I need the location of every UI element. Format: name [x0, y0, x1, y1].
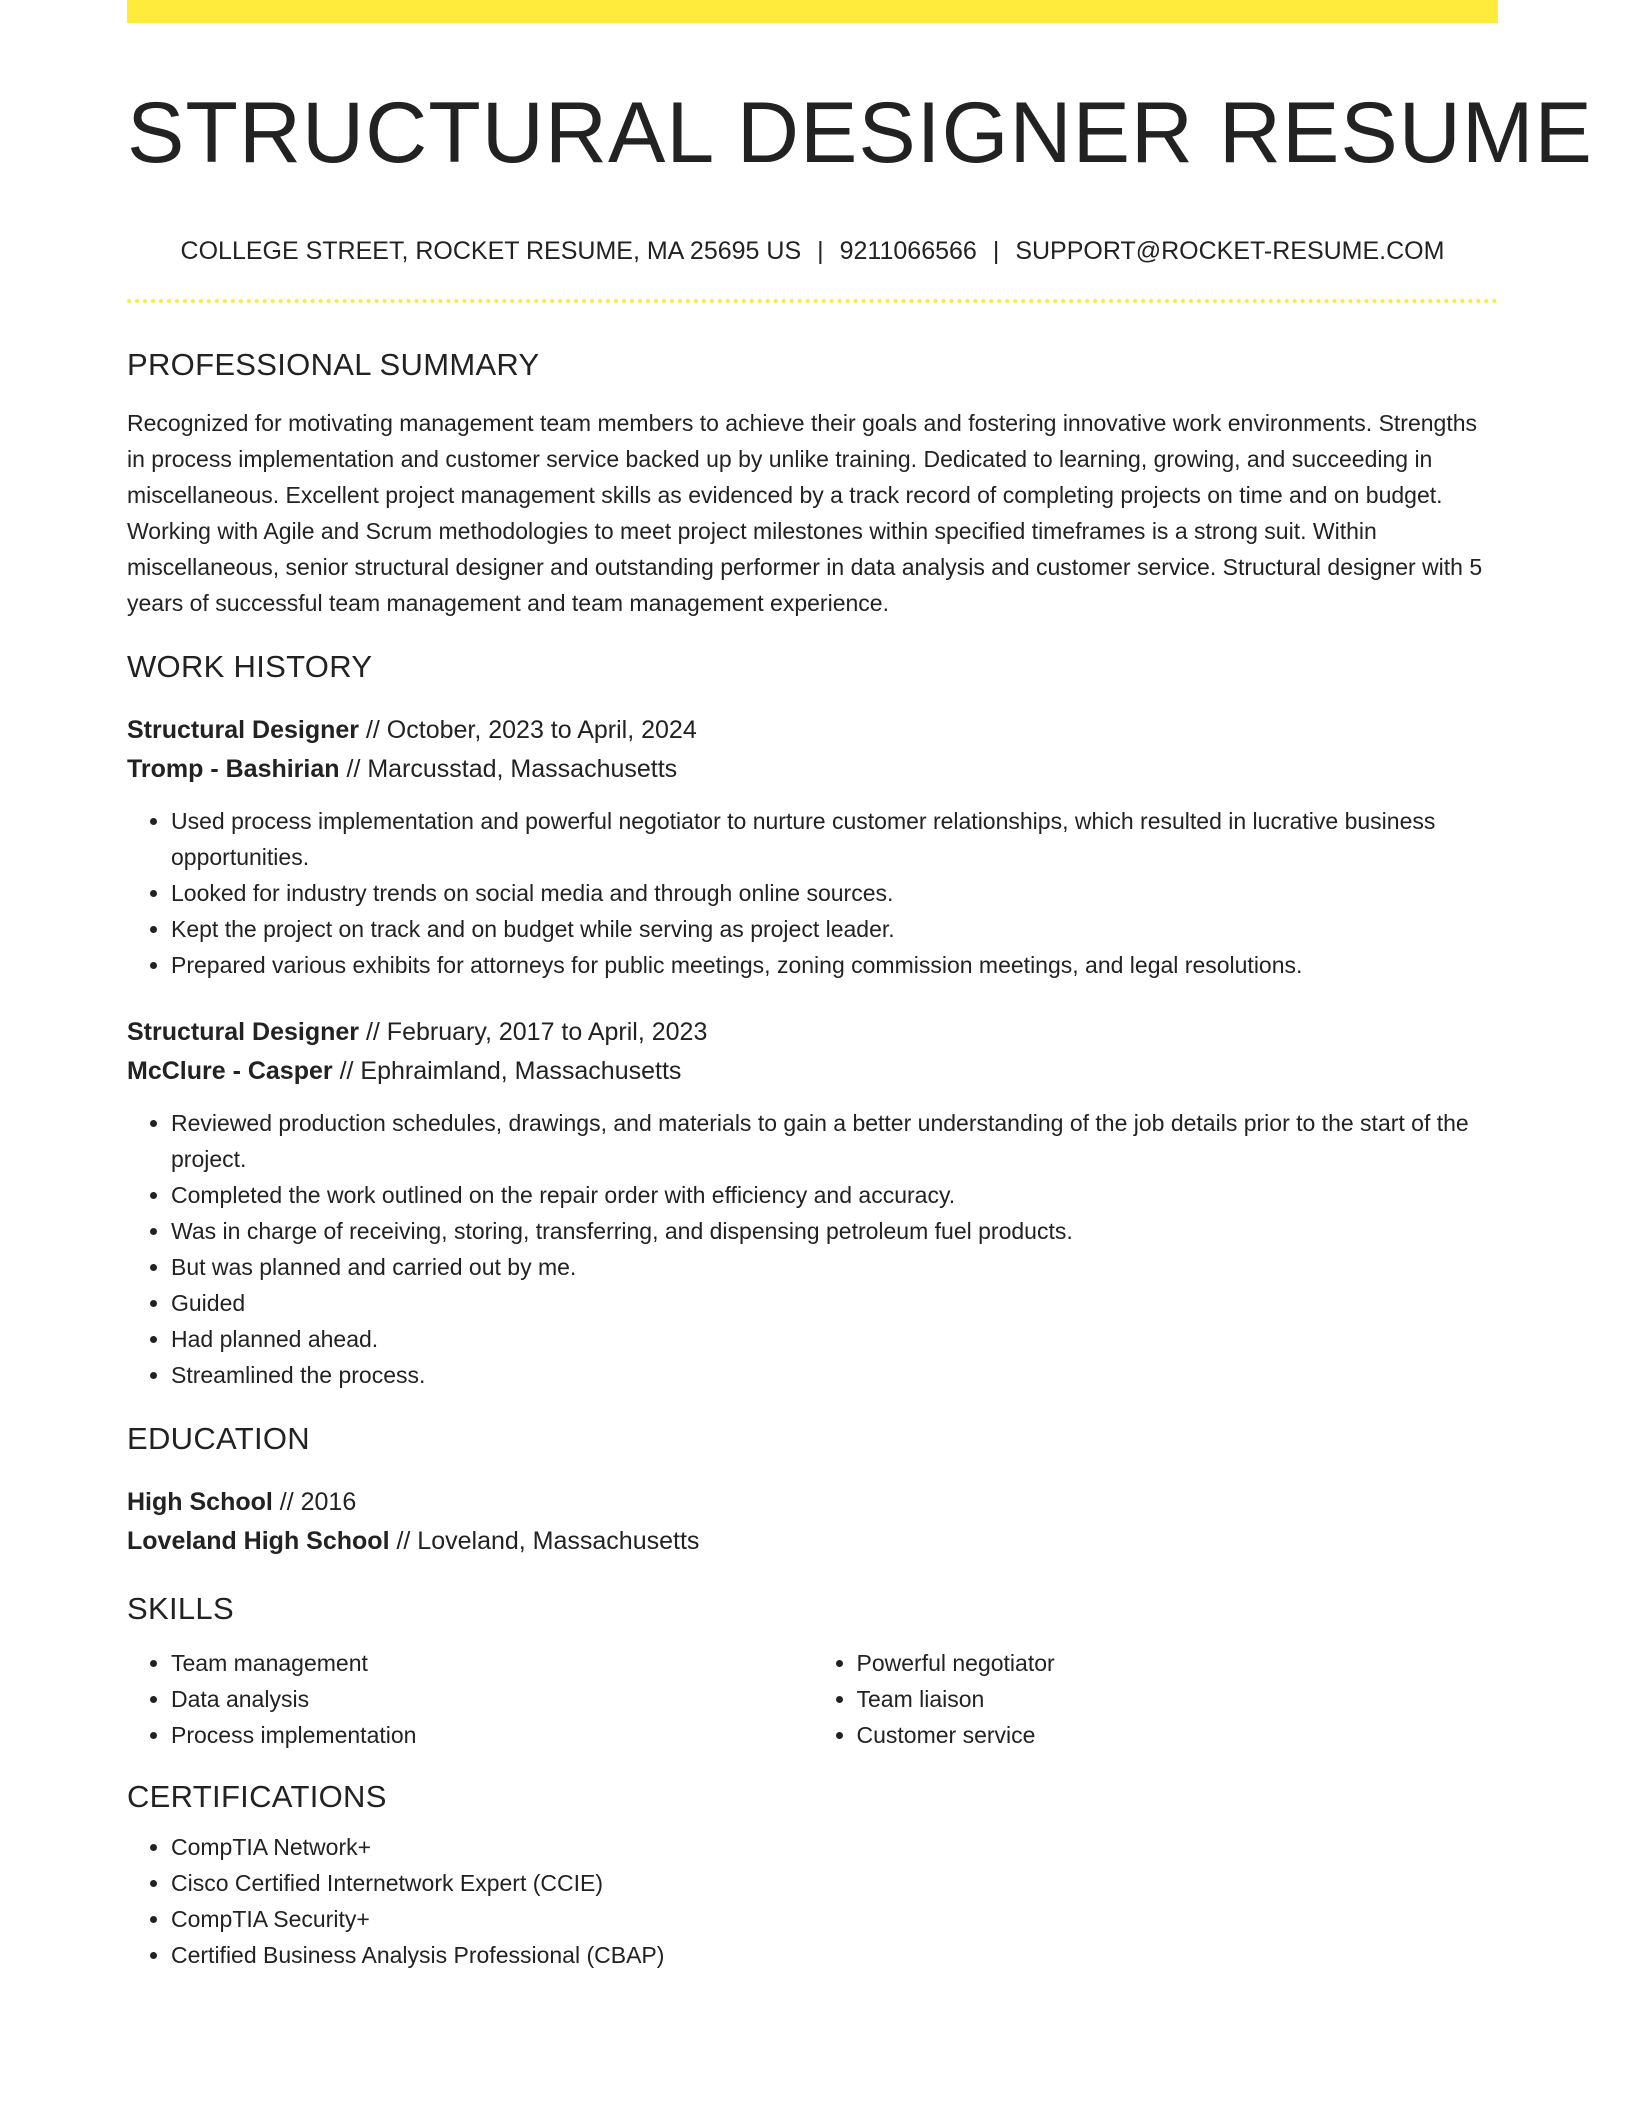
contact-address: COLLEGE STREET, ROCKET RESUME, MA 25695 US: [180, 237, 802, 266]
job-entry: [127, 1013, 1498, 1393]
job-bullet: • Completed the work outlined on the repair order with efficiency and accuracy.: [171, 1177, 1498, 1213]
skill-item: • Customer service: [857, 1717, 1499, 1753]
contact-separator: |: [817, 237, 824, 266]
job-title-line: [127, 1013, 1498, 1052]
education-entry: [127, 1483, 1498, 1561]
summary-text: Recognized for motivating management team members to achieve their goals and fostering innovative work environments. Strengths in process implementation and customer service backed up by unlike training. Dedicated to learning, growing, and succeeding in miscellaneous. Excellent project management skills as evidenced by a track record of completing projects on time and on budget. Working with Agile and Scrum methodologies to meet project milestones within specified timeframes is a strong suit. Within miscellaneous, senior structural designer and outstanding performer in data analysis and customer service. Structural designer with 5 years of successful team management and team management experience.: [127, 410, 1483, 617]
job-bullet: • Guided: [171, 1285, 1498, 1321]
certification-item: • Certified Business Analysis Professional (CBAP): [171, 1937, 1498, 1973]
job-location: // Marcusstad, Massachusetts: [339, 755, 678, 784]
job-bullet: • Used process implementation and powerful negotiator to nurture customer relationships, which resulted in lucrative business opportunities.: [171, 803, 1498, 875]
job-title-line: [127, 711, 1498, 750]
resume-page: [127, 0, 1593, 1973]
job-company: Tromp - Bashirian: [127, 755, 340, 784]
skill-item: • Team liaison: [857, 1681, 1499, 1717]
job-bullet: • Streamlined the process.: [171, 1357, 1498, 1393]
certification-item: • Cisco Certified Internetwork Expert (CCIE): [171, 1865, 1498, 1901]
skill-item: • Team management: [171, 1645, 813, 1681]
job-bullet: • Had planned ahead.: [171, 1321, 1498, 1357]
job-bullet: • Looked for industry trends on social media and through online sources.: [171, 875, 1498, 911]
job-bullet: • Was in charge of receiving, storing, transferring, and dispensing petroleum fuel products.: [171, 1213, 1498, 1249]
job-bullets: [127, 803, 1498, 983]
job-location: // Ephraimland, Massachusetts: [332, 1057, 682, 1086]
resume-title: STRUCTURAL DESIGNER RESUME: [127, 85, 1593, 181]
education-school-line: [127, 1522, 1498, 1561]
job-company: McClure - Casper: [127, 1057, 333, 1086]
job-dates: // October, 2023 to April, 2024: [359, 716, 697, 745]
skills-heading: SKILLS: [127, 1591, 234, 1627]
education-heading: EDUCATION: [127, 1421, 310, 1457]
work-history-heading: WORK HISTORY: [127, 649, 373, 685]
certification-item: • CompTIA Security+: [171, 1901, 1498, 1937]
job-bullets: [127, 1105, 1498, 1393]
job-company-line: [127, 750, 1498, 789]
skill-item: • Process implementation: [171, 1717, 813, 1753]
job-bullet: • Kept the project on track and on budget while serving as project leader.: [171, 911, 1498, 947]
education-degree: High School: [127, 1488, 273, 1517]
contact-phone: 9211066566: [839, 237, 977, 266]
job-title: Structural Designer: [127, 1018, 360, 1047]
skills-grid: [127, 1645, 1498, 1753]
skills-column-left: [127, 1645, 813, 1753]
header-divider: [127, 299, 1498, 303]
education-school: Loveland High School: [127, 1527, 390, 1556]
education-year: // 2016: [272, 1488, 357, 1517]
skills-column-right: [813, 1645, 1499, 1753]
contact-separator: |: [992, 237, 1000, 266]
job-bullet: • Prepared various exhibits for attorneys for public meetings, zoning commission meetings, and legal resolutions.: [171, 947, 1498, 983]
education-location: // Loveland, Massachusetts: [389, 1527, 700, 1556]
job-bullet: • Reviewed production schedules, drawings, and materials to gain a better understanding of the job details prior to the start of the project.: [171, 1105, 1498, 1177]
summary-heading: PROFESSIONAL SUMMARY: [127, 347, 540, 383]
certifications-list: [127, 1829, 1498, 1973]
skill-item: • Data analysis: [171, 1681, 813, 1717]
job-bullet: • But was planned and carried out by me.: [171, 1249, 1498, 1285]
contact-email: SUPPORT@ROCKET-RESUME.COM: [1015, 237, 1445, 266]
skill-item: • Powerful negotiator: [857, 1645, 1499, 1681]
certifications-heading: CERTIFICATIONS: [127, 1779, 387, 1815]
education-degree-line: [127, 1483, 1498, 1522]
job-dates: // February, 2017 to April, 2023: [359, 1018, 708, 1047]
contact-line: [127, 237, 1498, 266]
top-accent-bar: [127, 0, 1498, 23]
certification-item: • CompTIA Network+: [171, 1829, 1498, 1865]
job-entry: [127, 711, 1498, 983]
job-title: Structural Designer: [127, 716, 360, 745]
job-company-line: [127, 1052, 1498, 1091]
